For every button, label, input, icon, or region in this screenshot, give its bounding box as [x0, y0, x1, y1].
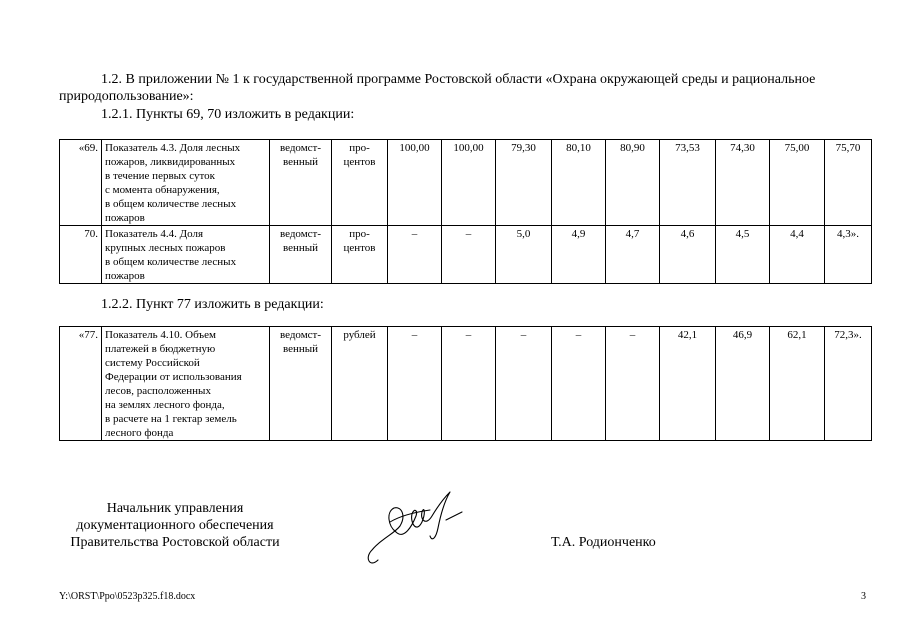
value-cell: 46,9	[716, 327, 770, 441]
intro-line-3: 1.2.1. Пункты 69, 70 изложить в редакции:	[101, 107, 355, 122]
section-1-2-2-heading: 1.2.2. Пункт 77 изложить в редакции:	[101, 297, 324, 312]
indicator-name-cell-line: с момента обнаружения,	[105, 184, 220, 196]
indicator-name-cell-line: Показатель 4.4. Доля	[105, 228, 204, 240]
value-cell: 72,3».	[825, 327, 872, 441]
value-cell: 5,0	[496, 226, 552, 284]
intro-line-2: природопользование»:	[59, 89, 194, 104]
indicator-name-cell-line: крупных лесных пожаров	[105, 242, 226, 254]
indicator-type-cell	[270, 226, 332, 284]
indicator-name-cell-line: в общем количестве лесных	[105, 198, 237, 210]
indicator-type-cell-line: венный	[282, 156, 319, 168]
signatory-name: Т.А. Родионченко	[551, 535, 656, 550]
row-number-cell: «77.	[60, 327, 102, 441]
table-row	[60, 226, 872, 284]
value-cell: 75,00	[770, 140, 825, 226]
indicator-name-cell-line: пожаров, ликвидированных	[105, 156, 236, 168]
page-number: 3	[861, 591, 866, 602]
value-cell: 75,70	[825, 140, 872, 226]
value-cell: –	[442, 226, 496, 284]
unit-cell	[332, 327, 388, 441]
value-cell: –	[552, 327, 606, 441]
unit-cell	[332, 226, 388, 284]
indicator-name-cell-line: в общем количестве лесных	[105, 256, 237, 268]
indicator-name-cell-line: лесного фонда	[105, 427, 174, 439]
file-path: Y:\ORST\Ppo\0523p325.f18.docx	[59, 591, 196, 602]
indicator-name-cell-line: в течение первых суток	[105, 170, 216, 182]
value-cell: 4,6	[660, 226, 716, 284]
value-cell: 79,30	[496, 140, 552, 226]
unit-cell-line: центов	[343, 242, 376, 254]
row-number-cell: 70.	[60, 226, 102, 284]
indicators-table-69-70	[59, 139, 872, 284]
value-cell: 4,5	[716, 226, 770, 284]
indicator-type-cell-line: ведомст-	[279, 329, 322, 341]
indicator-type-cell-line: венный	[282, 242, 319, 254]
indicator-name-cell-line: на землях лесного фонда,	[105, 399, 225, 411]
indicator-name-cell-line: систему Российской	[105, 357, 200, 369]
unit-cell	[332, 140, 388, 226]
indicator-name-cell-line: в расчете на 1 гектар земель	[105, 413, 237, 425]
value-cell: 73,53	[660, 140, 716, 226]
value-cell: 100,00	[442, 140, 496, 226]
indicator-name-cell-line: пожаров	[105, 270, 145, 282]
indicator-name-cell-line: Показатель 4.10. Объем	[105, 329, 216, 341]
unit-cell-line: рублей	[343, 329, 376, 341]
table2-body	[60, 327, 872, 441]
value-cell: –	[388, 226, 442, 284]
value-cell: 4,9	[552, 226, 606, 284]
indicator-name-cell	[102, 327, 270, 441]
value-cell: 80,90	[606, 140, 660, 226]
unit-cell-line: центов	[343, 156, 376, 168]
value-cell: –	[388, 327, 442, 441]
position-line-1: Начальник управления	[106, 501, 244, 516]
value-cell: 80,10	[552, 140, 606, 226]
value-cell: 74,30	[716, 140, 770, 226]
value-cell: 42,1	[660, 327, 716, 441]
indicator-type-cell	[270, 327, 332, 441]
indicator-name-cell-line: пожаров	[105, 212, 145, 224]
indicator-name-cell-line: лесов, расположенных	[105, 385, 211, 397]
value-cell: 100,00	[388, 140, 442, 226]
intro-line-1: 1.2. В приложении № 1 к государственной программе Ростовской области «Охрана окружающей среды и рациональное	[101, 72, 816, 87]
table-row	[60, 140, 872, 226]
value-cell: 62,1	[770, 327, 825, 441]
value-cell: 4,3».	[825, 226, 872, 284]
value-cell: –	[442, 327, 496, 441]
value-cell: –	[496, 327, 552, 441]
value-cell: 4,7	[606, 226, 660, 284]
indicator-name-cell-line: Показатель 4.3. Доля лесных	[105, 142, 241, 154]
indicator-name-cell-line: Федерации от использования	[105, 371, 242, 383]
signatory-position	[52, 500, 298, 551]
row-number-cell: «69.	[60, 140, 102, 226]
indicator-type-cell-line: ведомст-	[279, 228, 322, 240]
unit-cell-line: про-	[349, 142, 370, 154]
value-cell: –	[606, 327, 660, 441]
table-row	[60, 327, 872, 441]
indicator-name-cell	[102, 226, 270, 284]
table1-body	[60, 140, 872, 284]
indicators-table-77	[59, 326, 872, 441]
indicator-type-cell-line: ведомст-	[279, 142, 322, 154]
position-line-2: документационного обеспечения	[76, 518, 274, 533]
indicator-name-cell-line: платежей в бюджетную	[105, 343, 216, 355]
indicator-type-cell-line: венный	[282, 343, 319, 355]
indicator-type-cell	[270, 140, 332, 226]
unit-cell-line: про-	[349, 228, 370, 240]
value-cell: 4,4	[770, 226, 825, 284]
indicator-name-cell	[102, 140, 270, 226]
handwritten-signature	[360, 482, 480, 572]
position-line-3: Правительства Ростовской области	[70, 535, 280, 550]
